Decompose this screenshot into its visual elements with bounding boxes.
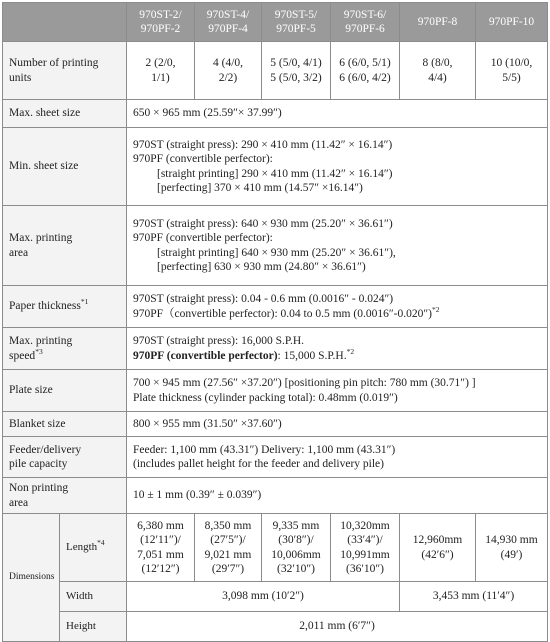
printing-units-label: Number of printing units <box>3 42 127 100</box>
feeder-delivery-label: Feeder/delivery pile capacity <box>3 437 127 478</box>
dimensions-label: Dimensions <box>3 514 60 642</box>
length-value-6: 14,930 mm (49′) <box>476 514 548 582</box>
units-value-4: 6 (6/0, 5/1) 6 (6/0, 4/2) <box>331 42 400 100</box>
length-value-1: 6,380 mm (12′11″)/ 7,051 mm (12′12″) <box>127 514 195 582</box>
row-max-speed <box>3 328 548 370</box>
max-area-value: 970ST (straight press): 640 × 930 mm (25.20″ × 36.61″) 970PF (convertible perfector): [straight printing] 640 × 930 mm (25.20″ × 36.61″), [perfecting] 630 × 930 mm (24.80″ × 36.61″) <box>127 206 548 286</box>
width-label: Width <box>60 582 127 612</box>
row-plate-size <box>3 370 548 412</box>
row-non-printing <box>3 478 548 514</box>
row-blanket-size <box>3 412 548 437</box>
units-value-3: 5 (5/0, 4/1) 5 (5/0, 3/2) <box>262 42 331 100</box>
row-max-sheet <box>3 100 548 128</box>
row-dim-width <box>3 582 548 612</box>
plate-size-value: 700 × 945 mm (27.56″ ×37.20″) [positioning pin pitch: 780 mm (30.71″) ] Plate thickness (cylinder packing total): 0.48mm (0.019″) <box>127 370 548 412</box>
units-value-5: 8 (8/0, 4/4) <box>400 42 476 100</box>
paper-thickness-label: Paper thickness$^{*1}$ <box>3 286 127 328</box>
units-value-6: 10 (10/0, 5/5) <box>476 42 548 100</box>
header-model-2: 970ST-4/ 970PF-4 <box>195 3 262 42</box>
row-printing-units <box>3 42 548 100</box>
max-sheet-label: Max. sheet size <box>3 100 127 128</box>
blanket-size-value: 800 × 955 mm (31.50″ ×37.60″) <box>127 412 548 437</box>
row-dim-height <box>3 612 548 642</box>
row-paper-thickness <box>3 286 548 328</box>
width-value-pf: 3,453 mm (11′4″) <box>400 582 548 612</box>
header-model-6: 970PF-10 <box>476 3 548 42</box>
non-printing-value: 10 ± 1 mm (0.39″ ± 0.039″) <box>127 478 548 514</box>
length-value-5: 12,960mm (42′6″) <box>400 514 476 582</box>
max-sheet-value: 650 × 965 mm (25.59″× 37.99″) <box>127 100 548 128</box>
header-model-4: 970ST-6/ 970PF-6 <box>331 3 400 42</box>
spec-table <box>2 2 548 642</box>
width-value-st: 3,098 mm (10′2″) <box>127 582 400 612</box>
feeder-delivery-value: Feeder: 1,100 mm (43.31″) Delivery: 1,100 mm (43.31″) (includes pallet height for the feeder and delivery pile) <box>127 437 548 478</box>
non-printing-label: Non printing area <box>3 478 127 514</box>
min-sheet-value: 970ST (straight press): 290 × 410 mm (11.42″ × 16.14″) 970PF (convertible perfector): [straight printing] 290 × 410 mm (11.42″ × 16.14″) [perfecting] 370 × 410 mm (14.57″ ×16.14″) <box>127 128 548 206</box>
header-model-1: 970ST-2/ 970PF-2 <box>127 3 195 42</box>
units-value-2: 4 (4/0, 2/2) <box>195 42 262 100</box>
max-speed-value: 970ST (straight press): 16,000 S.P.H. 970PF (convertible perfector): 15,000 S.P.H.$^{*2}$ <box>127 328 548 370</box>
height-label: Height <box>60 612 127 642</box>
plate-size-label: Plate size <box>3 370 127 412</box>
height-value: 2,011 mm (6′7″) <box>127 612 548 642</box>
row-feeder-delivery <box>3 437 548 478</box>
units-value-1: 2 (2/0, 1/1) <box>127 42 195 100</box>
blanket-size-label: Blanket size <box>3 412 127 437</box>
min-sheet-label: Min. sheet size <box>3 128 127 206</box>
header-model-3: 970ST-5/ 970PF-5 <box>262 3 331 42</box>
row-min-sheet <box>3 128 548 206</box>
header-model-5: 970PF-8 <box>400 3 476 42</box>
header-row <box>3 3 548 42</box>
paper-thickness-value: 970ST (straight press): 0.04 - 0.6 mm (0.0016″ - 0.024″) 970PF（convertible perfector): 0.04 to 0.5 mm $(0.0016''-0.020'')^{*2}$ <box>127 286 548 328</box>
length-value-4: 10,320mm (33′4″)/ 10,991mm (36′10″) <box>331 514 400 582</box>
length-value-2: 8,350 mm (27′5″)/ 9,021 mm (29′7″) <box>195 514 262 582</box>
length-value-3: 9,335 mm (30′8″)/ 10,006mm (32′10″) <box>262 514 331 582</box>
row-max-area <box>3 206 548 286</box>
header-corner <box>3 3 127 42</box>
max-area-label: Max. printing area <box>3 206 127 286</box>
row-dim-length <box>3 514 548 582</box>
length-label: Length$^{*4}$ <box>60 514 127 582</box>
max-speed-label: Max. printing speed$^{*3}$ <box>3 328 127 370</box>
